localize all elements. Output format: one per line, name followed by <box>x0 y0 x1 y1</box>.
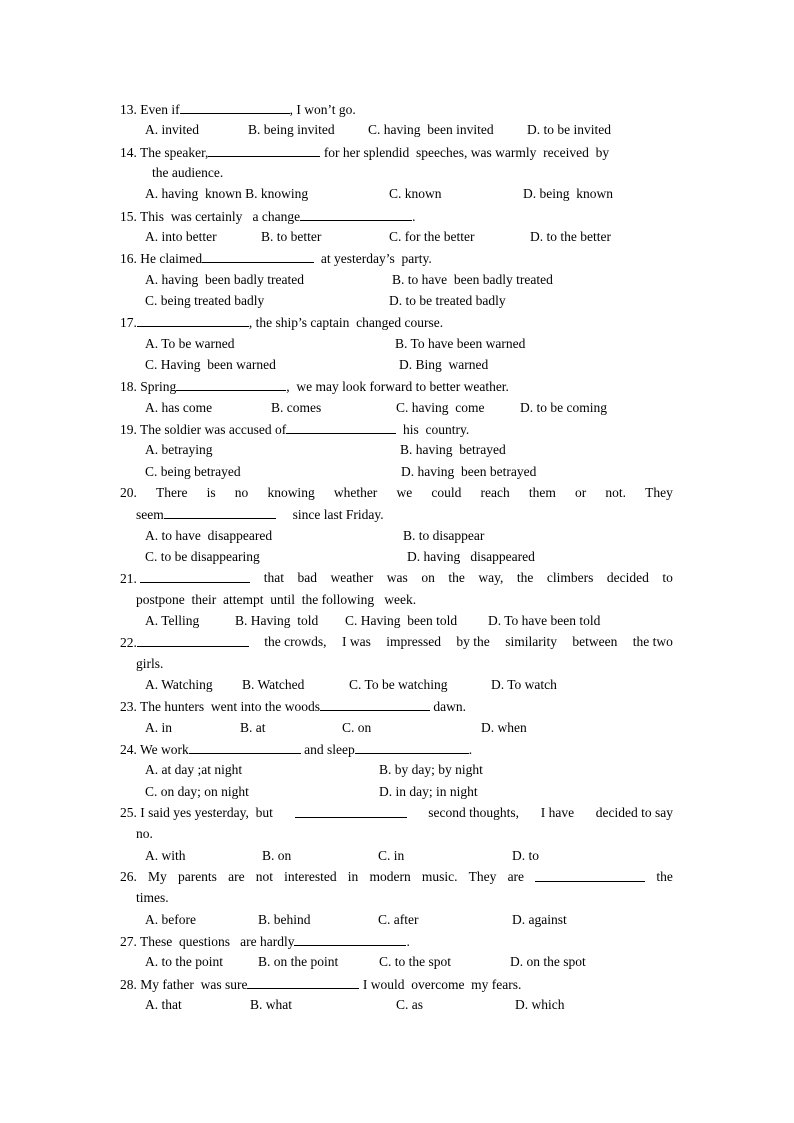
option-b[interactable]: B. what <box>250 997 292 1012</box>
question-text: , we may look forward to better weather. <box>286 379 509 394</box>
option-a[interactable]: A. at day ;at night <box>145 762 243 777</box>
question-14 <box>120 143 609 162</box>
option-a-b[interactable]: A. having known B. knowing <box>145 186 309 201</box>
option-d[interactable]: D. against <box>512 912 567 927</box>
question-text: 23. The hunters went into the woods <box>120 699 320 714</box>
option-b[interactable]: B. Having told <box>235 613 319 628</box>
word: was <box>386 570 408 585</box>
option-c[interactable]: C. to the spot <box>379 954 452 969</box>
word: climbers <box>546 570 594 585</box>
word: modern <box>369 869 411 884</box>
word: or <box>575 485 587 500</box>
word: could <box>431 485 462 500</box>
option-c[interactable]: C. to be disappearing <box>145 549 260 564</box>
question-text: for her splendid speeches, was warmly received by <box>320 145 610 160</box>
option-a[interactable]: A. betraying <box>145 442 213 457</box>
option-c[interactable]: C. in <box>378 848 405 863</box>
question-27 <box>120 932 410 951</box>
option-b[interactable]: B. at <box>240 720 266 735</box>
option-a[interactable]: A. into better <box>145 229 217 244</box>
question-text-cont: postpone their attempt until the following week. <box>136 592 417 607</box>
question-17 <box>120 313 443 332</box>
word: impressed <box>386 634 441 649</box>
word: are <box>507 869 525 884</box>
option-d[interactable]: D. To watch <box>491 677 557 692</box>
question-text: . <box>412 209 416 224</box>
option-d[interactable]: D. having disappeared <box>407 549 535 564</box>
word: decided to say <box>595 805 673 820</box>
question-text: 14. The speaker, <box>120 145 209 160</box>
option-a[interactable]: A. that <box>145 997 182 1012</box>
question-text: , I won’t go. <box>289 102 356 117</box>
option-a[interactable]: A. with <box>145 848 186 863</box>
question-number-blank <box>120 633 249 652</box>
word: to <box>662 570 673 585</box>
option-c[interactable]: C. for the better <box>389 229 475 244</box>
question-21 <box>120 569 673 588</box>
word: bad <box>297 570 318 585</box>
question-text: and sleep <box>300 742 355 757</box>
question-28 <box>120 975 521 994</box>
question-text: his country. <box>396 422 470 437</box>
option-b[interactable]: B. comes <box>271 400 322 415</box>
option-a[interactable]: A. before <box>145 912 196 927</box>
option-d[interactable]: D. to the better <box>530 229 611 244</box>
word: parents <box>177 869 217 884</box>
option-c[interactable]: C. having been invited <box>368 122 494 137</box>
word: the two <box>632 634 673 649</box>
answer-blank[interactable] <box>140 569 250 583</box>
answer-blank[interactable] <box>202 249 314 263</box>
option-b[interactable]: B. by day; by night <box>379 762 483 777</box>
question-text: 25. I said yes yesterday, but <box>120 805 273 820</box>
option-c[interactable]: C. Having been told <box>345 613 458 628</box>
word: way, <box>478 570 504 585</box>
answer-blank-2[interactable] <box>355 740 469 754</box>
option-b[interactable]: B. having betrayed <box>400 442 506 457</box>
answer-blank-1[interactable] <box>189 740 301 754</box>
question-text: 27. These questions are hardly <box>120 934 295 949</box>
word: the crowds, <box>264 634 327 649</box>
question-number: 26. <box>120 869 137 884</box>
word: They <box>645 485 673 500</box>
question-number-blank <box>120 569 250 588</box>
option-b[interactable]: B. to have been badly treated <box>392 272 553 287</box>
question-text: . <box>406 934 410 949</box>
word: music. <box>421 869 458 884</box>
option-d[interactable]: D. Bing warned <box>399 357 489 372</box>
question-text-cont: times. <box>136 890 169 905</box>
word: them <box>528 485 556 500</box>
word: knowing <box>267 485 315 500</box>
question-text: 15. This was certainly a change <box>120 209 301 224</box>
option-a[interactable]: A. Telling <box>145 613 200 628</box>
question-23 <box>120 697 466 716</box>
word: I was <box>341 634 371 649</box>
option-c[interactable]: C. being treated badly <box>145 293 265 308</box>
option-a[interactable]: A. to have disappeared <box>145 528 273 543</box>
word: are <box>228 869 245 884</box>
question-15 <box>120 207 415 226</box>
word: the <box>448 570 465 585</box>
question-text: since last Friday. <box>275 507 384 522</box>
question-24 <box>120 740 472 759</box>
word: by the <box>456 634 490 649</box>
option-c[interactable]: C. To be watching <box>349 677 448 692</box>
question-16 <box>120 249 432 268</box>
question-25 <box>120 804 673 822</box>
option-d[interactable]: D. which <box>515 997 565 1012</box>
option-c[interactable]: C. after <box>378 912 419 927</box>
option-c[interactable]: C. having come <box>396 400 485 415</box>
answer-blank[interactable] <box>535 868 645 882</box>
question-19 <box>120 420 469 439</box>
question-text: , the ship’s captain changed course. <box>248 315 444 330</box>
word: whether <box>333 485 378 500</box>
question-20-cont <box>136 505 384 524</box>
question-text-cont: girls. <box>136 656 164 671</box>
word: no <box>234 485 249 500</box>
option-a[interactable]: A. invited <box>145 122 199 137</box>
answer-blank[interactable] <box>320 697 430 711</box>
option-b[interactable]: B. on the point <box>258 954 339 969</box>
answer-blank[interactable] <box>294 932 406 946</box>
question-text: 13. Even if <box>120 102 180 117</box>
question-text: I would overcome my fears. <box>359 977 522 992</box>
answer-blank[interactable] <box>164 505 276 519</box>
word: decided <box>606 570 649 585</box>
option-d[interactable]: D. to be coming <box>520 400 607 415</box>
answer-blank[interactable] <box>295 804 407 818</box>
answer-blank[interactable] <box>300 207 412 221</box>
word: I have <box>540 805 575 820</box>
question-number: 20. <box>120 485 137 500</box>
word: not <box>255 869 273 884</box>
word: There <box>156 485 188 500</box>
option-c[interactable]: C. on <box>342 720 372 735</box>
option-a[interactable]: A. in <box>145 720 172 735</box>
question-20 <box>120 484 673 502</box>
question-26 <box>120 868 673 886</box>
word: between <box>572 634 618 649</box>
word: They <box>468 869 497 884</box>
question-text: dawn. <box>429 699 466 714</box>
option-d[interactable]: D. on the spot <box>510 954 586 969</box>
word: the <box>516 570 534 585</box>
word: not. <box>605 485 627 500</box>
option-a[interactable]: A. having been badly treated <box>145 272 304 287</box>
option-a[interactable]: A. has come <box>145 400 213 415</box>
option-b[interactable]: B. on <box>262 848 292 863</box>
word: is <box>206 485 216 500</box>
option-b[interactable]: B. behind <box>258 912 311 927</box>
option-d[interactable]: D. having been betrayed <box>401 464 537 479</box>
option-a[interactable]: A. Watching <box>145 677 213 692</box>
question-text: 17. <box>120 315 137 330</box>
question-18 <box>120 377 509 396</box>
question-text: 24. We work <box>120 742 189 757</box>
word: weather <box>330 570 374 585</box>
option-b[interactable]: B. To have been warned <box>395 336 526 351</box>
word: similarity <box>505 634 557 649</box>
question-text: at yesterday’s party. <box>314 251 432 266</box>
option-d[interactable]: D. to be treated badly <box>389 293 506 308</box>
question-number: 21. <box>120 571 137 586</box>
answer-blank[interactable] <box>137 633 249 647</box>
word: the <box>656 869 673 884</box>
answer-blank[interactable] <box>208 143 320 157</box>
question-text: . <box>468 742 473 757</box>
option-c[interactable]: C. on day; on night <box>145 784 249 799</box>
word: My <box>148 869 167 884</box>
question-text-cont: the audience. <box>152 165 224 180</box>
word: we <box>396 485 413 500</box>
option-c[interactable]: C. being betrayed <box>145 464 241 479</box>
word: that <box>263 570 285 585</box>
option-c[interactable]: C. known <box>389 186 442 201</box>
option-b[interactable]: B. Watched <box>242 677 305 692</box>
option-c[interactable]: C. Having been warned <box>145 357 276 372</box>
answer-blank[interactable] <box>180 100 290 114</box>
question-text: seem <box>136 507 164 522</box>
question-text: 16. He claimed <box>120 251 203 266</box>
word: reach <box>480 485 510 500</box>
question-text: 28. My father was sure <box>120 977 248 992</box>
question-22 <box>120 633 673 652</box>
question-13 <box>120 100 356 119</box>
answer-blank[interactable] <box>286 420 396 434</box>
option-d[interactable]: D. when <box>481 720 527 735</box>
option-b[interactable]: B. to disappear <box>403 528 485 543</box>
question-text: 19. The soldier was accused of <box>120 422 287 437</box>
option-d[interactable]: D. To have been told <box>488 613 601 628</box>
answer-blank[interactable] <box>137 313 249 327</box>
answer-blank[interactable] <box>247 975 359 989</box>
word: in <box>347 869 359 884</box>
option-d[interactable]: D. in day; in night <box>379 784 478 799</box>
word: on <box>421 570 435 585</box>
option-b[interactable]: B. being invited <box>248 122 335 137</box>
question-number: 22. <box>120 635 137 650</box>
option-a[interactable]: A. to the point <box>145 954 223 969</box>
answer-blank[interactable] <box>176 377 286 391</box>
question-text: 18. Spring <box>120 379 177 394</box>
question-text-cont: no. <box>136 826 153 841</box>
option-d[interactable]: D. to be invited <box>527 122 611 137</box>
word: interested <box>284 869 337 884</box>
word: second thoughts, <box>428 805 519 820</box>
option-a[interactable]: A. To be warned <box>145 336 235 351</box>
option-d[interactable]: D. to <box>512 848 539 863</box>
option-c[interactable]: C. as <box>396 997 423 1012</box>
option-b[interactable]: B. to better <box>261 229 322 244</box>
option-d[interactable]: D. being known <box>523 186 613 201</box>
